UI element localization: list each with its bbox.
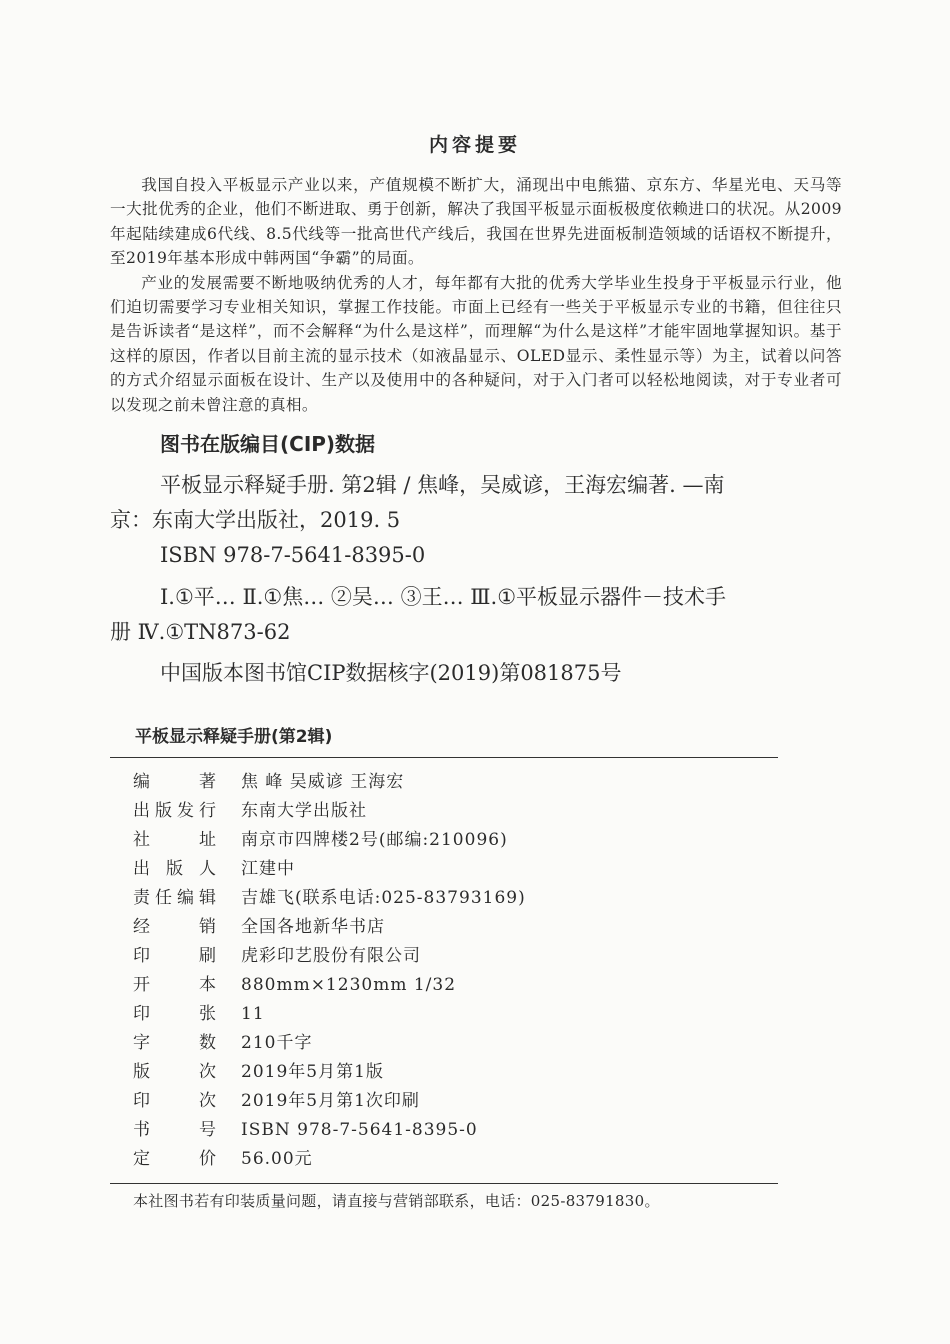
detail-key: 版次 xyxy=(133,1062,217,1082)
cip-classification-text: Ⅰ.①平… Ⅱ.①焦… ②吴… ③王… Ⅲ.①平板显示器件－技术手册 Ⅳ.①TN873-62 xyxy=(110,585,727,644)
cip-classification xyxy=(110,580,730,650)
detail-key: 出版发行 xyxy=(133,801,217,821)
detail-key: 印刷 xyxy=(133,946,217,966)
detail-value: 江建中 xyxy=(241,859,295,879)
detail-value: 880mm×1230mm 1/32 xyxy=(241,975,457,995)
cip-title-block xyxy=(110,468,730,573)
detail-row-printing xyxy=(133,1087,526,1116)
detail-row-sheets xyxy=(133,1000,526,1029)
cip-title-line: 平板显示释疑手册. 第2辑 / 焦峰，吴威谚，王海宏编著. —南京：东南大学出版社，2019. 5 xyxy=(110,473,725,532)
detail-row-isbn xyxy=(133,1116,526,1145)
detail-value: 56.00元 xyxy=(241,1149,313,1169)
detail-key: 定价 xyxy=(133,1149,217,1169)
detail-row-format xyxy=(133,971,526,1000)
detail-row-author xyxy=(133,768,526,797)
detail-value: 南京市四牌楼2号(邮编:210096) xyxy=(241,830,508,850)
abstract-paragraph-2: 产业的发展需要不断地吸纳优秀的人才，每年都有大批的优秀大学毕业生投身于平板显示行业，他们迫切需要学习专业相关知识，掌握工作技能。市面上已经有一些关于平板显示专业的书籍，但往往只是告诉读者“是这样”，而不会解释“为什么是这样”，而理解“为什么是这样”才能牢固地掌握知识。基于这样的原因，作者以目前主流的显示技术（如液晶显示、OLED显示、柔性显示等）为主，试着以问答的方式介绍显示面板在设计、生产以及使用中的各种疑问，对于入门者可以轻松地阅读，对于专业者可以发现之前未曾注意的真相。 xyxy=(110,273,842,414)
detail-value: 焦 峰 吴威谚 王海宏 xyxy=(241,772,405,792)
detail-value: 2019年5月第1次印刷 xyxy=(241,1091,420,1111)
detail-row-distributor xyxy=(133,913,526,942)
cip-heading: 图书在版编目(CIP)数据 xyxy=(160,432,376,456)
book-name: 平板显示释疑手册(第2辑) xyxy=(135,727,333,747)
detail-key: 开本 xyxy=(133,975,217,995)
detail-value: 210千字 xyxy=(241,1033,313,1053)
detail-value: 11 xyxy=(241,1004,265,1024)
publication-details xyxy=(133,768,526,1174)
abstract-paragraph-1: 我国自投入平板显示产业以来，产值规模不断扩大，涌现出中电熊猫、京东方、华星光电、天马等一大批优秀的企业，他们不断进取、勇于创新，解决了我国平板显示面板极度依赖进口的状况。从2009年起陆续建成6代线、8.5代线等一批高世代产线后，我国在世界先进面板制造领域的话语权不断提升，至2019年基本形成中韩两国“争霸”的局面。 xyxy=(110,176,842,268)
detail-key: 印次 xyxy=(133,1091,217,1111)
cip-isbn-line: ISBN 978-7-5641-8395-0 xyxy=(160,543,426,567)
detail-row-address xyxy=(133,826,526,855)
detail-value: 虎彩印艺股份有限公司 xyxy=(241,946,421,966)
detail-row-price xyxy=(133,1145,526,1174)
detail-row-editor xyxy=(133,884,526,913)
top-divider xyxy=(110,757,778,758)
detail-value: 东南大学出版社 xyxy=(241,801,367,821)
detail-key: 书号 xyxy=(133,1120,217,1140)
detail-row-publisher-person xyxy=(133,855,526,884)
detail-row-edition xyxy=(133,1058,526,1087)
detail-key: 出版人 xyxy=(133,859,217,879)
detail-row-word-count xyxy=(133,1029,526,1058)
abstract-body xyxy=(110,173,842,417)
detail-key: 社址 xyxy=(133,830,217,850)
cip-approval: 中国版本图书馆CIP数据核字(2019)第081875号 xyxy=(160,661,622,685)
detail-key: 责任编辑 xyxy=(133,888,217,908)
detail-value: ISBN 978-7-5641-8395-0 xyxy=(241,1120,478,1140)
detail-row-printer xyxy=(133,942,526,971)
detail-key: 印张 xyxy=(133,1004,217,1024)
detail-value: 2019年5月第1版 xyxy=(241,1062,384,1082)
detail-value: 全国各地新华书店 xyxy=(241,917,385,937)
abstract-title: 内容提要 xyxy=(428,134,521,156)
detail-key: 字数 xyxy=(133,1033,217,1053)
bottom-divider xyxy=(110,1183,778,1184)
detail-value: 吉雄飞(联系电话:025-83793169) xyxy=(241,888,526,908)
footer-note: 本社图书若有印装质量问题，请直接与营销部联系，电话：025-83791830。 xyxy=(133,1192,660,1210)
detail-key: 编著 xyxy=(133,772,217,792)
detail-key: 经销 xyxy=(133,917,217,937)
detail-row-publisher xyxy=(133,797,526,826)
